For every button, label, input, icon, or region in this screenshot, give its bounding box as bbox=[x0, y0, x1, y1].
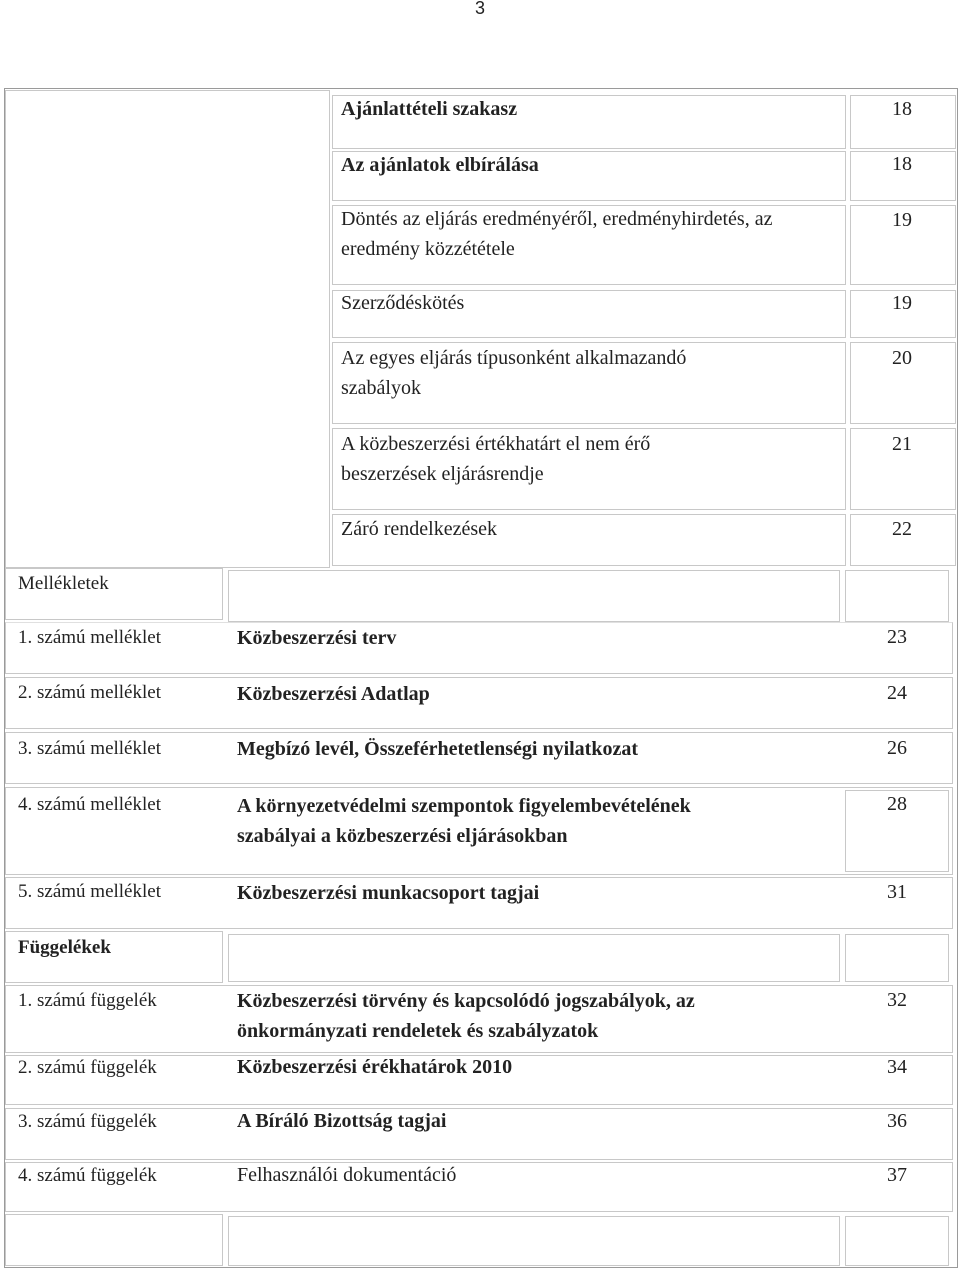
appendix-title: Megbízó levél, Összeférhetetlenségi nyilatkozat bbox=[237, 738, 638, 760]
appendix-page: 23 bbox=[887, 626, 907, 648]
empty-row-cell bbox=[5, 1214, 223, 1266]
section-title-line: szabályok bbox=[341, 377, 421, 399]
appendix-page: 26 bbox=[887, 737, 907, 759]
section-page: 20 bbox=[892, 347, 912, 369]
section-page: 19 bbox=[892, 209, 912, 231]
appendix-title: Közbeszerzési terv bbox=[237, 627, 397, 649]
supplement-page: 34 bbox=[887, 1056, 907, 1078]
heading-empty-cell bbox=[845, 934, 949, 982]
appendix-title: Közbeszerzési Adatlap bbox=[237, 683, 430, 705]
section-title-line: eredmény közzététele bbox=[341, 238, 515, 260]
section-title: Ajánlattételi szakasz bbox=[341, 98, 518, 120]
section-title-line: Az egyes eljárás típusonként alkalmazandó bbox=[341, 347, 687, 369]
supplement-label: 3. számú függelék bbox=[18, 1111, 157, 1132]
appendix-label: 2. számú melléklet bbox=[18, 682, 161, 703]
heading-empty-cell bbox=[228, 934, 840, 982]
supplement-page: 37 bbox=[887, 1164, 907, 1186]
supplement-title-line: Közbeszerzési törvény és kapcsolódó jogszabályok, az bbox=[237, 990, 695, 1012]
supplement-page: 32 bbox=[887, 989, 907, 1011]
appendix-label: 3. számú melléklet bbox=[18, 738, 161, 759]
appendix-title: Közbeszerzési munkacsoport tagjai bbox=[237, 882, 540, 904]
supplement-title: Felhasználói dokumentáció bbox=[237, 1164, 457, 1186]
appendix-label: 4. számú melléklet bbox=[18, 794, 161, 815]
appendix-label: 1. számú melléklet bbox=[18, 627, 161, 648]
appendix-label: 5. számú melléklet bbox=[18, 881, 161, 902]
supplement-title-line: önkormányzati rendeletek és szabályzatok bbox=[237, 1020, 599, 1042]
appendix-title-line: A környezetvédelmi szempontok figyelembevételének bbox=[237, 795, 691, 817]
section-title: Záró rendelkezések bbox=[341, 518, 498, 540]
section-title: Szerződéskötés bbox=[341, 292, 465, 314]
section-row-cell bbox=[5, 90, 330, 568]
section-title: Az ajánlatok elbírálása bbox=[341, 154, 539, 176]
section-page: 18 bbox=[892, 153, 912, 175]
supplement-title: Közbeszerzési érékhatárok 2010 bbox=[237, 1056, 513, 1078]
section-page: 21 bbox=[892, 433, 912, 455]
supplement-page: 36 bbox=[887, 1110, 907, 1132]
section-title-line: Döntés az eljárás eredményéről, eredményhirdetés, az bbox=[341, 208, 773, 230]
heading-empty-cell bbox=[845, 570, 949, 622]
empty-row-cell bbox=[845, 1216, 949, 1266]
supplement-label: 1. számú függelék bbox=[18, 990, 157, 1011]
appendix-title-line: szabályai a közbeszerzési eljárásokban bbox=[237, 825, 568, 847]
supplement-title: A Bíráló Bizottság tagjai bbox=[237, 1110, 447, 1132]
fuggelekek-heading: Függelékek bbox=[18, 937, 111, 958]
supplement-label: 2. számú függelék bbox=[18, 1057, 157, 1078]
section-page: 18 bbox=[892, 98, 912, 120]
section-page: 22 bbox=[892, 518, 912, 540]
section-title-line: beszerzések eljárásrendje bbox=[341, 463, 544, 485]
supplement-label: 4. számú függelék bbox=[18, 1165, 157, 1186]
section-page: 19 bbox=[892, 292, 912, 314]
appendix-page: 28 bbox=[887, 793, 907, 815]
heading-empty-cell bbox=[228, 570, 840, 622]
mellekletek-heading: Mellékletek bbox=[18, 573, 109, 594]
appendix-page: 24 bbox=[887, 682, 907, 704]
page-number: 3 bbox=[474, 0, 485, 18]
section-title-line: A közbeszerzési értékhatárt el nem érő bbox=[341, 433, 651, 455]
empty-row-cell bbox=[228, 1216, 840, 1266]
appendix-page: 31 bbox=[887, 881, 907, 903]
